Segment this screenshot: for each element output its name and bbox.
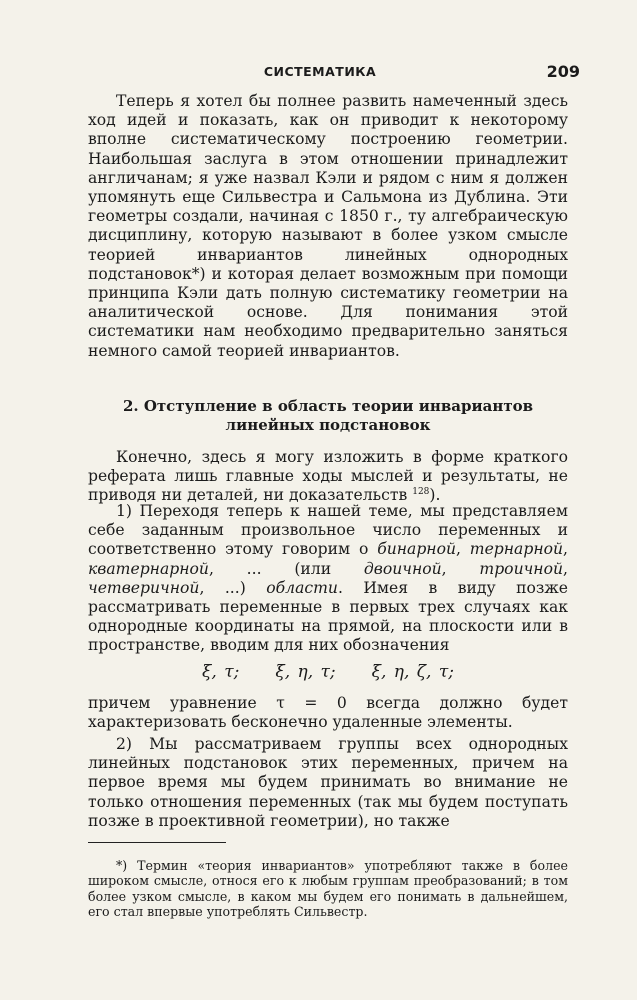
- term-quaternary: кватернарной: [88, 559, 209, 578]
- section-heading-line1: 2. Отступление в область теории инвариантов: [122, 397, 534, 415]
- reference-number: 128: [412, 487, 430, 498]
- formula-binary: ξ, τ;: [202, 662, 240, 682]
- term-binary: бинарной: [377, 540, 457, 559]
- paragraph-text: Теперь я хотел бы полнее развить намеченный здесь ход идей и показать, как он приводит к некоторому вполне систематическому построению геометрии. Наибольшая заслуга в этом отношении принадлежит англичанам; я уже назвал Кэли и рядом с ним я должен упомянуть еще Сильвестра и Сальмона из Дублина. Эти геометры создали, начиная с 1850 г., ту алгебраическую дисциплину, которую называют в более узком смысле теорией инвариантов линейных однородных подстановок*) и которая делает возможным при помощи принципа Кэли дать полную систематику геометрии на аналитической основе. Для понимания этой систематики нам необходимо предварительно заняться немного самой теорией инвариантов.: [88, 92, 568, 360]
- text-segment: , ... (или: [208, 559, 364, 578]
- separator: ,: [563, 559, 568, 578]
- variable-notation-formula: [88, 661, 568, 683]
- running-head: [60, 64, 580, 84]
- paragraph-intro: [88, 92, 568, 361]
- separator: ,: [456, 540, 470, 559]
- paragraph-variables: [88, 502, 568, 656]
- paragraph-text: [88, 448, 568, 506]
- text-segment: 1) Переходя теперь к нашей теме, мы представляем себе заданным произвольное число переменных и соответственно этому говорим о: [88, 502, 568, 559]
- paragraph-text: 2) Мы рассматриваем группы всех однородных линейных подстановок этих переменных, причем на первое время мы будем принимать во внимание не только отношения переменных (так мы будем поступать позже в проективной геометрии), но также: [88, 735, 568, 830]
- text-segment: . Имея в виду позже рассматривать переменные в первых трех случаях как однородные координаты на прямой, на плоскости или в пространстве, вводим для них обозначения: [88, 578, 568, 655]
- separator: ,: [441, 559, 480, 578]
- term-double: двоичной: [363, 559, 442, 578]
- paragraph-summary: [88, 448, 568, 506]
- term-quadruple: четверичной: [88, 578, 200, 597]
- running-title: СИСТЕМАТИКА: [263, 64, 377, 79]
- section-heading-line2: линейных подстановок: [225, 416, 431, 434]
- paragraph-groups: [88, 735, 568, 831]
- term-ternary: тернарной: [469, 540, 564, 559]
- text-segment: , ...): [199, 578, 267, 597]
- term-region: области: [266, 578, 338, 597]
- paragraph-text: причем уравнение τ = 0 всегда должно будет характеризовать бесконечно удаленные элементы.: [88, 694, 568, 732]
- paragraph-body: Конечно, здесь я могу изложить в форме краткого реферата лишь главные ходы мыслей и результаты, не приводя ни деталей, ни доказательств: [88, 448, 568, 505]
- section-heading: [88, 397, 568, 435]
- paragraph-end: ).: [429, 486, 441, 505]
- formula-ternary: ξ, η, τ;: [275, 662, 336, 682]
- formula-quaternary: ξ, η, ζ, τ;: [371, 662, 454, 682]
- paragraph-text: [88, 502, 568, 656]
- paragraph-infinity: [88, 694, 568, 732]
- footnote: [88, 858, 568, 920]
- footnote-text: *) Термин «теория инвариантов» употребляют также в более широком смысле, относя его к любым группам преобразований; в том более узком смысле, в каком мы будем его понимать в дальнейшем, его стал впервые употреблять Сильвестр.: [88, 858, 568, 920]
- separator: ,: [563, 540, 569, 559]
- footnote-divider: [88, 842, 226, 843]
- term-triple: троичной: [479, 559, 564, 578]
- page-number: 209: [546, 62, 580, 81]
